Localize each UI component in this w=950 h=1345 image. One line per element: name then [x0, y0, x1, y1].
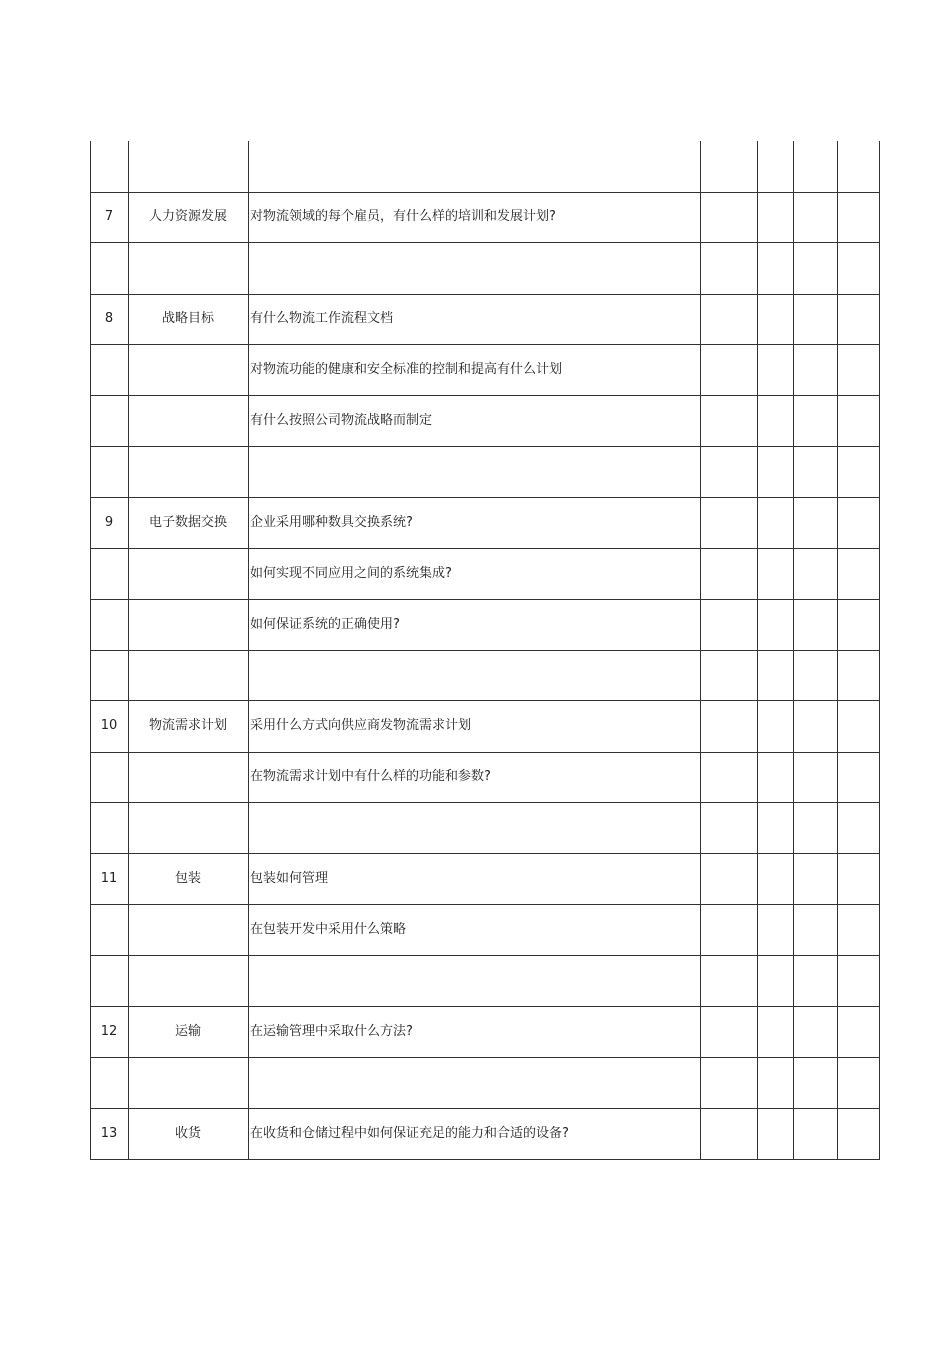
question-text: 在物流需求计划中有什么样的功能和参数? [250, 769, 491, 784]
item-number: 11 [100, 871, 118, 886]
category-label: 物流需求计划 [148, 718, 227, 733]
item-number: 12 [100, 1024, 118, 1039]
item-number: 7 [104, 209, 114, 224]
question-text: 企业采用哪种数具交换系统? [250, 515, 413, 530]
item-number: 9 [104, 515, 114, 530]
table-row [90, 395, 879, 446]
question-text: 如何实现不同应用之间的系统集成? [250, 566, 452, 581]
question-text: 有什么物流工作流程文档 [250, 311, 394, 326]
question-text: 对物流领域的每个雇员，有什么样的培训和发展计划? [250, 209, 556, 224]
question-text: 在收货和仓储过程中如何保证充足的能力和合适的设备? [250, 1126, 569, 1141]
question-text: 在运输管理中采取什么方法? [250, 1024, 413, 1039]
table-row [90, 446, 879, 497]
question-text: 在包装开发中采用什么策略 [250, 922, 407, 937]
question-text: 采用什么方式向供应商发物流需求计划 [250, 718, 472, 733]
category-label: 运输 [174, 1024, 201, 1039]
category-label: 电子数据交换 [148, 515, 227, 530]
table-row [90, 955, 879, 1006]
table-row [90, 904, 879, 955]
table-row [90, 802, 879, 853]
question-text: 对物流功能的健康和安全标准的控制和提高有什么计划 [250, 362, 563, 377]
table-row [90, 242, 879, 294]
question-text: 包装如何管理 [250, 871, 329, 886]
category-label: 包装 [174, 871, 201, 886]
question-text: 有什么按照公司物流战略而制定 [250, 413, 433, 428]
table-row [90, 599, 879, 650]
category-label: 人力资源发展 [148, 209, 227, 224]
category-label: 收货 [174, 1126, 201, 1141]
table-row [90, 1057, 879, 1108]
table-row [90, 141, 879, 192]
table-row-border [90, 1159, 880, 1160]
item-number: 8 [104, 311, 114, 326]
item-number: 10 [100, 718, 118, 733]
category-label: 战略目标 [161, 311, 214, 326]
question-text: 如何保证系统的正确使用? [250, 617, 400, 632]
table-row [90, 650, 879, 700]
item-number: 13 [100, 1126, 118, 1141]
table-row [90, 548, 879, 599]
